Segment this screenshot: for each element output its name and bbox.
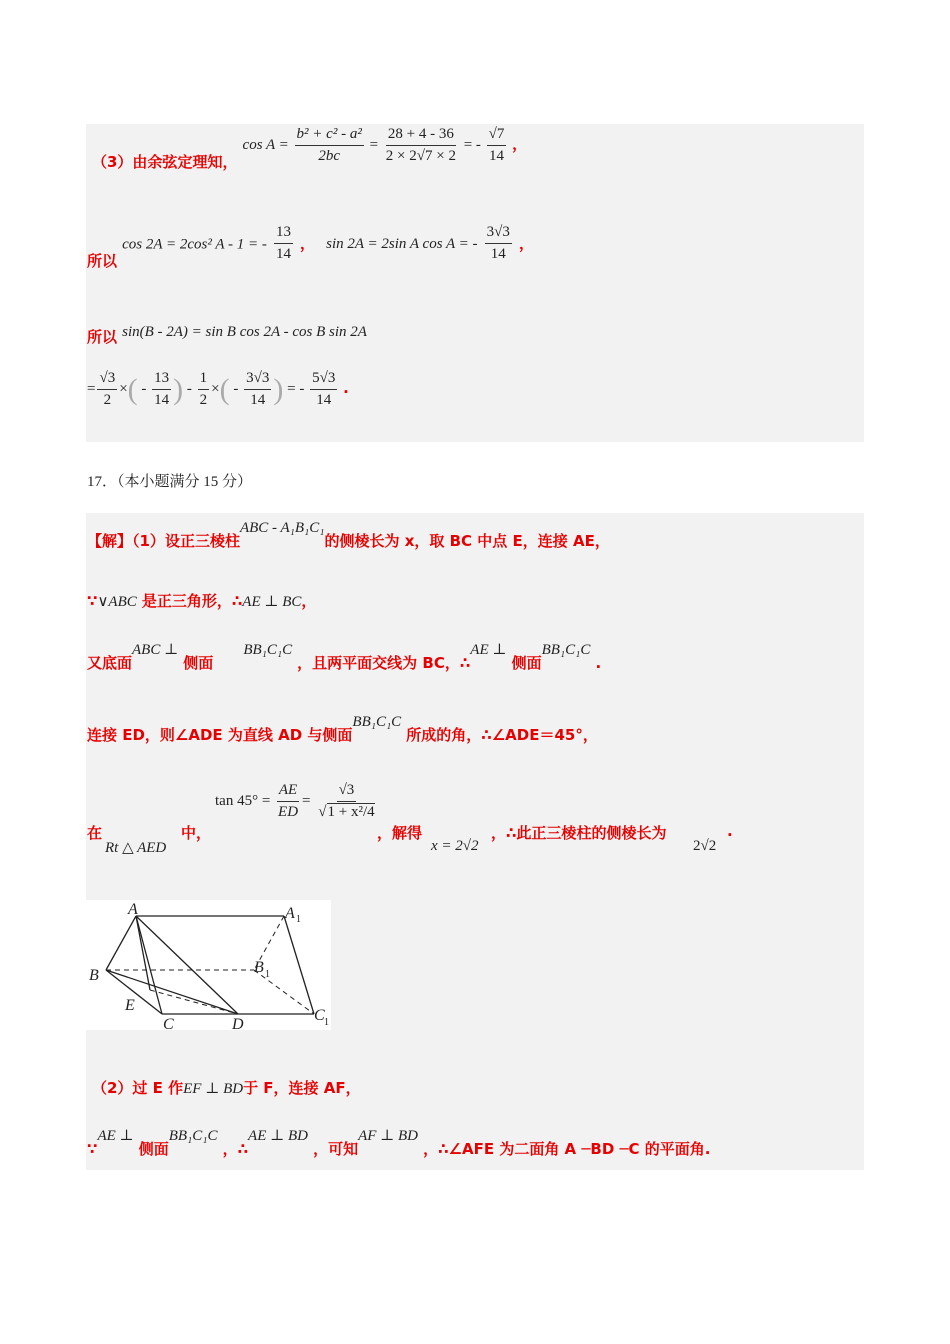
edge-b1-c1 xyxy=(254,970,314,1014)
edge-a1-c1 xyxy=(284,916,314,1014)
label-e: E xyxy=(125,997,135,1014)
label-c1-sub: 1 xyxy=(324,1017,329,1028)
label-c1: C xyxy=(314,1007,325,1024)
edge-a-b xyxy=(106,916,136,970)
final-computation-line: = $\frac{√3}{2}$ ×( - $\frac{13}{14}$ ) - $\frac{1}{2}$ ×( - $\frac{3√3}{14}$ ) = - $\frac{5√3}{14}$ . xyxy=(87,370,349,409)
label-a1: A xyxy=(285,905,295,922)
sol-line-2: ∵∨ABC 是正三角形，∴AE ⊥ BC， xyxy=(87,592,317,610)
label-a: A xyxy=(128,901,138,918)
label-c: C xyxy=(163,1016,174,1030)
label-a1-sub: 1 xyxy=(296,914,301,925)
sol-line-1: 【解】（1）设正三棱柱ABC - A₁B₁C₁的侧棱长为 x，取 BC 中点 E，连接 AE， xyxy=(87,520,610,550)
cos-a-formula: cos A = $\frac{\text{b² + c² - a²}}{2bc}$ = $\frac{28 + 4 - 36}{2 \times 2√7 \times 2}$ = - $\frac{√7}{14}$ xyxy=(242,126,505,165)
sin-b-2a-line: 所以 sin(B - 2A) = sin B cos 2A - cos B sin 2A xyxy=(87,324,367,346)
sol-line-3: 又底面ABC ⊥ 侧面BB₁C₁C ，且两平面交线为 BC，∴AE ⊥ 侧面BB₁C₁C . xyxy=(87,642,602,672)
sol-line-7: ∵AE ⊥ 侧面BB₁C₁C ，∴AE ⊥ BD ，可知AF ⊥ BD ，∴∠AFE 为二面角 A ─BD ─C 的平面角. xyxy=(87,1128,711,1158)
label-b1-sub: 1 xyxy=(265,969,270,980)
label-b1: B xyxy=(254,959,264,976)
prism-diagram xyxy=(86,900,331,1030)
question-17-title: 17．（本小题满分 15 分） xyxy=(87,474,253,490)
part3-line: （3）由余弦定理知， cos A = $\frac{\text{b² + c² - a²}}{2bc}$ = $\frac{28 + 4 - 36}{2 \times 2√7 \times 2}$ = - $\frac{√7}{14}$ ， xyxy=(92,126,528,172)
sol-line-4: 连接 ED，则∠ADE 为直线 AD 与侧面BB₁C₁C 所成的角，∴∠ADE＝45°， xyxy=(87,714,598,744)
part3-label: （3）由余弦定理知， xyxy=(92,153,238,172)
edge-a-c xyxy=(136,916,162,1014)
edge-a-d xyxy=(136,916,238,1014)
cos2a-sin2a-line: 所以 cos 2A = 2cos² A - 1 = - $\frac{13}{14}$ ， sin 2A = 2sin A cos A = - $\frac{3√3}{14}$ ， xyxy=(87,224,534,271)
label-b: B xyxy=(89,967,99,984)
prism-figure xyxy=(86,900,331,1030)
label-d: D xyxy=(232,1016,244,1030)
sol-line-6: （2）过 E 作EF ⊥ BD于 F，连接 AF， xyxy=(92,1079,361,1097)
tan-equation: tan 45° = $\frac{AE}{ED}$ = $\frac{√3}{\text{√1 + x²/4}}$ xyxy=(215,782,375,821)
